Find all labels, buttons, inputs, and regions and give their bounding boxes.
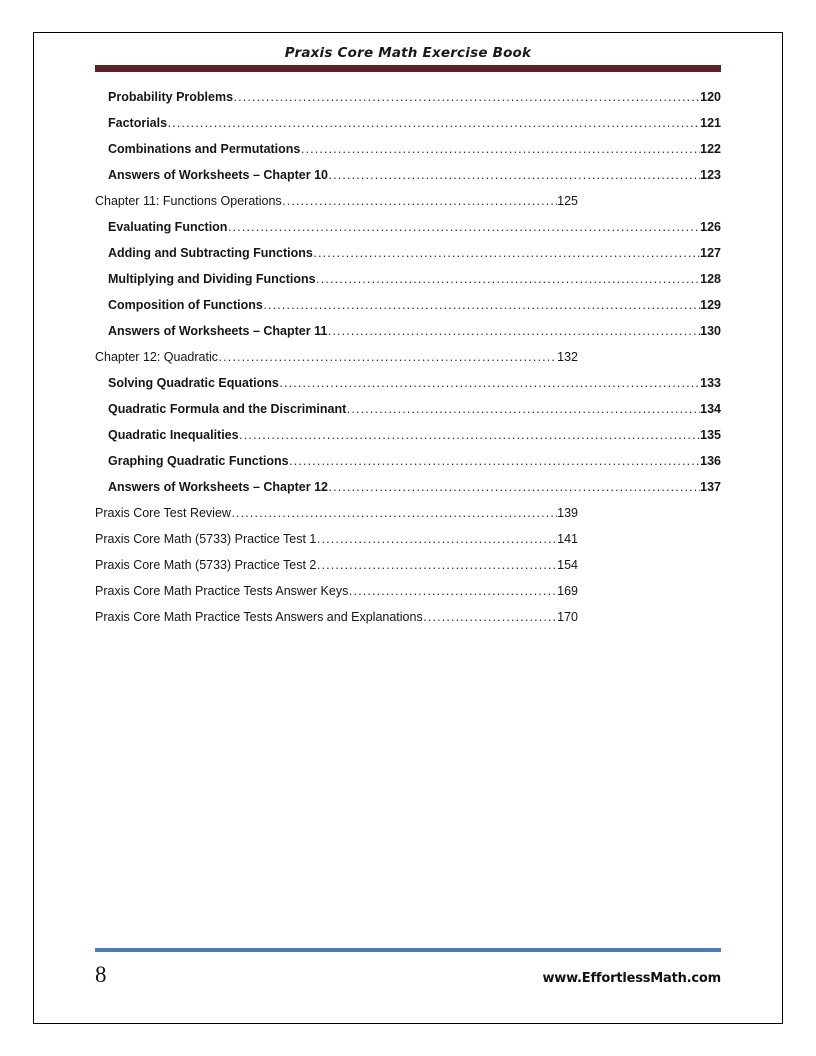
toc-entry[interactable]: [95, 350, 578, 376]
toc-leader-dots: [239, 428, 700, 442]
running-head-title: Praxis Core Math Exercise Book: [284, 45, 532, 61]
toc-entry[interactable]: [108, 428, 721, 454]
toc-leader-dots: [316, 272, 700, 286]
toc-entry-page-number: 126: [700, 220, 721, 234]
toc-entry-page-number: 141: [557, 532, 578, 546]
toc-entry-page-number: 133: [700, 376, 721, 390]
toc-entry-label: Quadratic Formula and the Discriminant: [108, 402, 347, 416]
toc-entry[interactable]: [108, 298, 721, 324]
toc-leader-dots: [234, 90, 700, 104]
toc-entry-label: Chapter 11: Functions Operations: [95, 194, 282, 208]
toc-entry[interactable]: [108, 90, 721, 116]
toc-entry-page-number: 132: [557, 350, 578, 364]
toc-entry[interactable]: [95, 610, 578, 636]
toc-entry-page-number: 136: [700, 454, 721, 468]
toc-entry-page-number: 154: [557, 558, 578, 572]
toc-entry-page-number: 139: [557, 506, 578, 520]
toc-leader-dots: [263, 298, 699, 312]
toc-entry-page-number: 127: [700, 246, 721, 260]
toc-entry-label: Quadratic Inequalities: [108, 428, 239, 442]
toc-entry[interactable]: [108, 142, 721, 168]
toc-leader-dots: [347, 402, 700, 416]
toc-leader-dots: [231, 506, 556, 520]
page-footer: [95, 948, 721, 991]
toc-entry-page-number: 169: [557, 584, 578, 598]
toc-entry[interactable]: [95, 558, 578, 584]
toc-entry-label: Graphing Quadratic Functions: [108, 454, 289, 468]
footer-website-url: www.EffortlessMath.com: [542, 971, 721, 986]
footer-page-number: 8: [95, 962, 107, 987]
toc-entry-label: Answers of Worksheets – Chapter 12: [108, 480, 328, 494]
toc-entry-label: Evaluating Function: [108, 220, 228, 234]
toc-entry-label: Probability Problems: [108, 90, 234, 104]
toc-leader-dots: [313, 246, 699, 260]
toc-entry-label: Praxis Core Math Practice Tests Answers and Explanations: [95, 610, 423, 624]
toc-entry-page-number: 135: [700, 428, 721, 442]
toc-entry-label: Composition of Functions: [108, 298, 263, 312]
toc-leader-dots: [328, 168, 699, 182]
toc-leader-dots: [349, 584, 557, 598]
toc-entry-label: Praxis Core Test Review: [95, 506, 231, 520]
toc-entry-page-number: 120: [700, 90, 721, 104]
toc-entry[interactable]: [108, 402, 721, 428]
toc-entry[interactable]: [108, 454, 721, 480]
toc-entry-page-number: 123: [700, 168, 721, 182]
toc-entry-page-number: 170: [557, 610, 578, 624]
toc-leader-dots: [328, 324, 700, 338]
toc-entry-label: Adding and Subtracting Functions: [108, 246, 313, 260]
toc-entry-page-number: 122: [700, 142, 721, 156]
toc-leader-dots: [228, 220, 700, 234]
toc-leader-dots: [279, 376, 699, 390]
toc-entry[interactable]: [108, 480, 721, 506]
toc-entry[interactable]: [108, 168, 721, 194]
toc-entry-label: Praxis Core Math (5733) Practice Test 1: [95, 532, 317, 546]
toc-entry-page-number: 121: [700, 116, 721, 130]
toc-leader-dots: [289, 454, 700, 468]
footer-divider-rule: [95, 948, 721, 952]
header-divider-rule: [95, 65, 721, 72]
toc-leader-dots: [282, 194, 556, 208]
page-content: [95, 44, 721, 636]
toc-entry[interactable]: [108, 220, 721, 246]
toc-entry-label: Factorials: [108, 116, 168, 130]
toc-entry-page-number: 125: [557, 194, 578, 208]
footer-row: [95, 963, 721, 991]
toc-entry[interactable]: [108, 116, 721, 142]
toc-leader-dots: [168, 116, 700, 130]
toc-entry-page-number: 130: [700, 324, 721, 338]
toc-leader-dots: [423, 610, 556, 624]
toc-entry-label: Praxis Core Math (5733) Practice Test 2: [95, 558, 317, 572]
toc-entry-label: Chapter 12: Quadratic: [95, 350, 218, 364]
toc-entry[interactable]: [95, 194, 578, 220]
toc-entry-label: Answers of Worksheets – Chapter 10: [108, 168, 328, 182]
toc-entry[interactable]: [95, 506, 578, 532]
toc-entry-page-number: 129: [700, 298, 721, 312]
toc-entry-label: Praxis Core Math Practice Tests Answer Keys: [95, 584, 349, 598]
toc-leader-dots: [317, 558, 557, 572]
toc-entry-page-number: 137: [700, 480, 721, 494]
toc-entry[interactable]: [108, 376, 721, 402]
toc-entry-label: Combinations and Permutations: [108, 142, 301, 156]
toc-leader-dots: [328, 480, 699, 494]
toc-leader-dots: [301, 142, 700, 156]
table-of-contents: [95, 90, 721, 636]
toc-entry-page-number: 134: [700, 402, 721, 416]
toc-entry[interactable]: [108, 324, 721, 350]
toc-leader-dots: [317, 532, 557, 546]
toc-entry-label: Solving Quadratic Equations: [108, 376, 279, 390]
toc-leader-dots: [219, 350, 557, 364]
toc-entry-label: Answers of Worksheets – Chapter 11: [108, 324, 328, 338]
toc-entry[interactable]: [95, 532, 578, 558]
toc-entry-label: Multiplying and Dividing Functions: [108, 272, 316, 286]
toc-entry[interactable]: [95, 584, 578, 610]
toc-entry[interactable]: [108, 272, 721, 298]
toc-entry[interactable]: [108, 246, 721, 272]
toc-entry-page-number: 128: [700, 272, 721, 286]
